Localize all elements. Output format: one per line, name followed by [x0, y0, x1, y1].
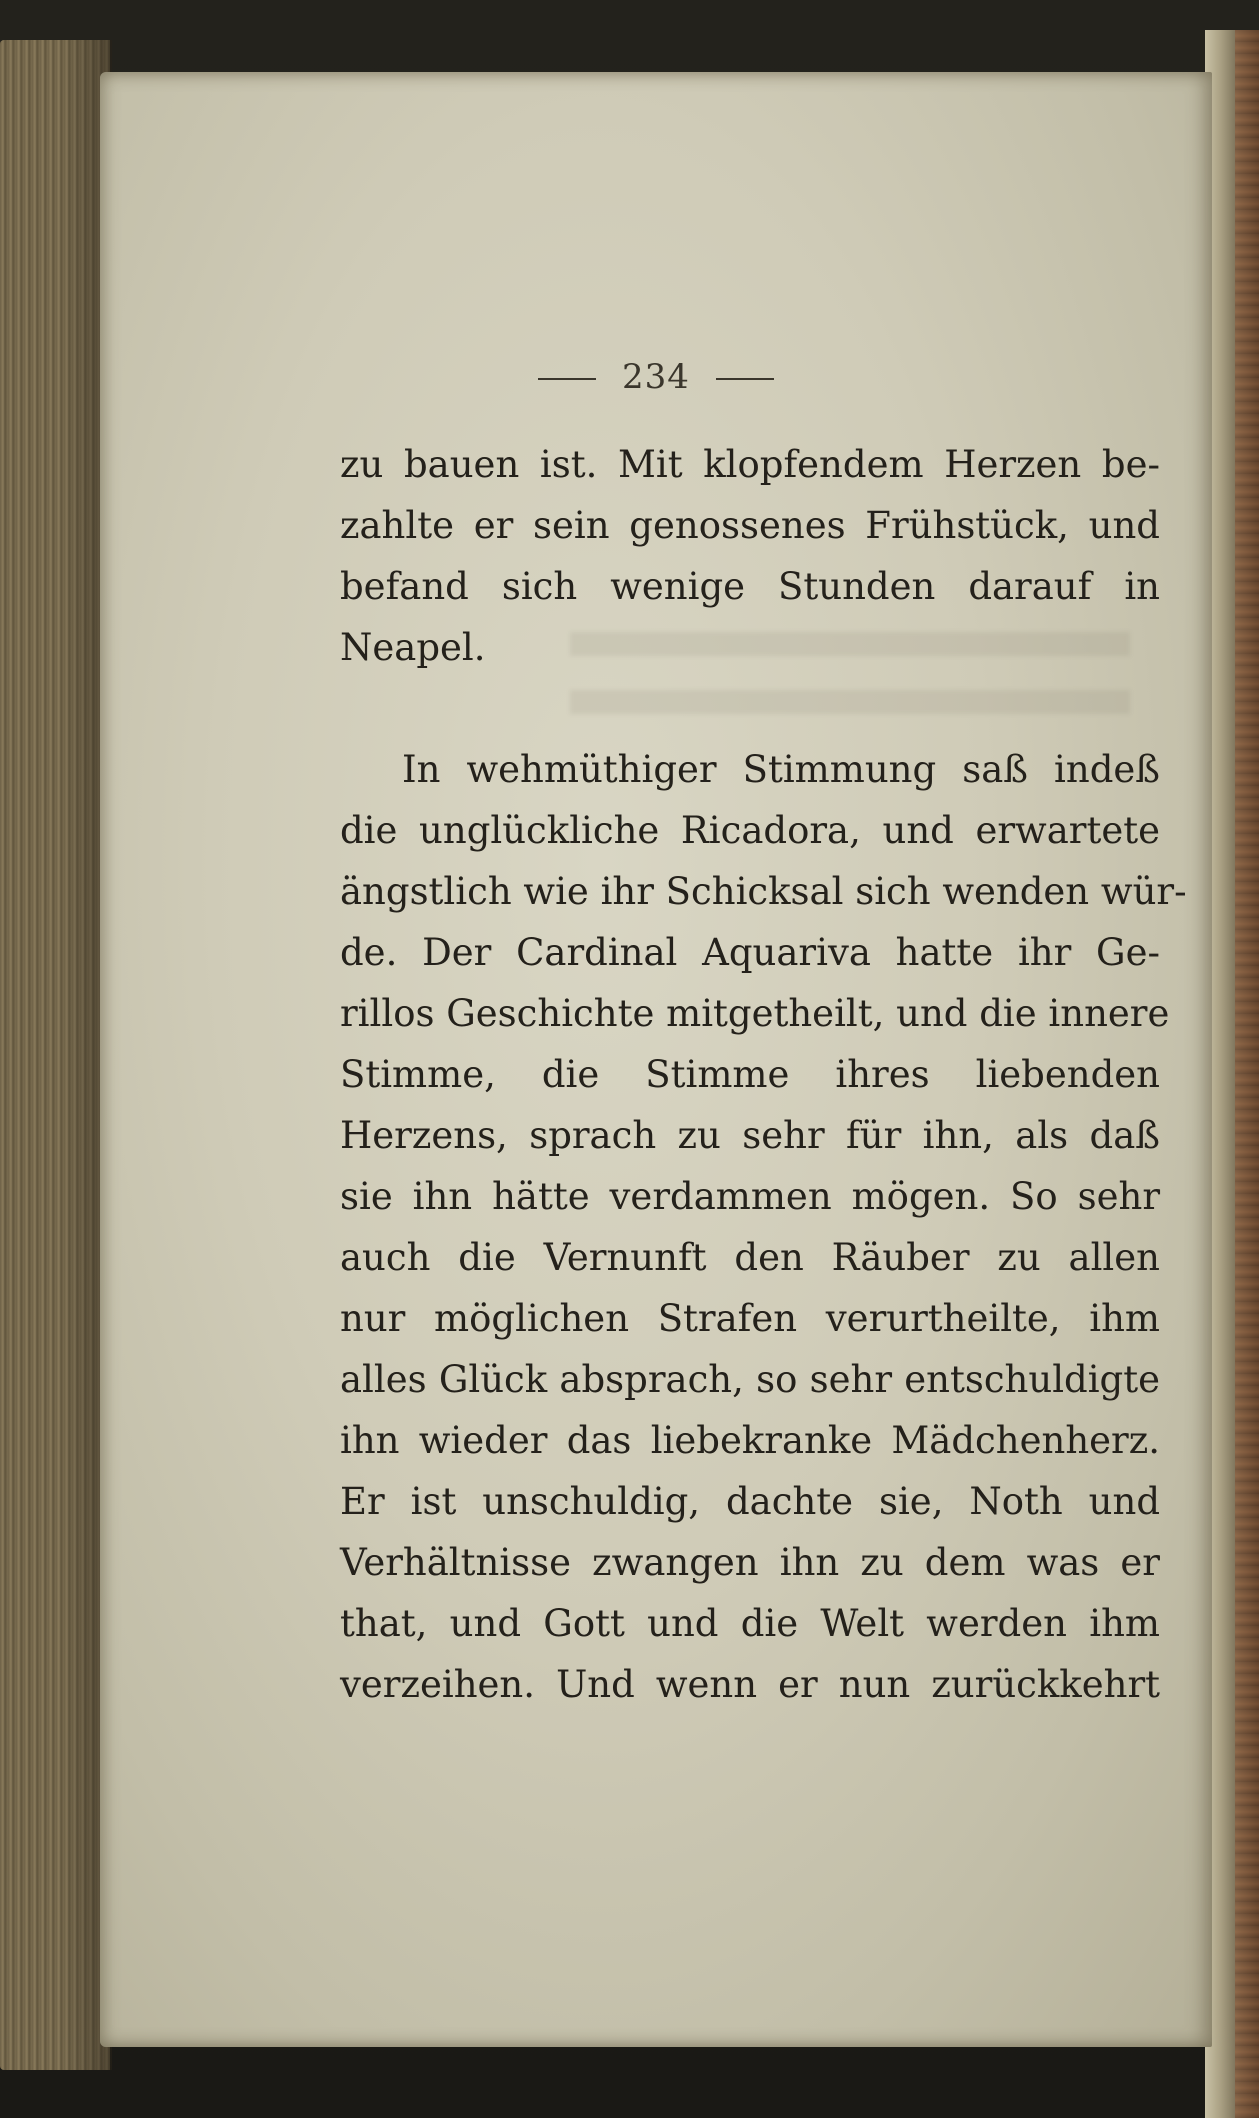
text-line: verzeihen. Und wenn er nun zurückkehrt — [340, 1663, 1160, 1706]
page-number: 234 — [622, 357, 690, 397]
page-header — [100, 357, 1212, 397]
text-line: ihn wieder das liebekranke Mädchenherz. — [340, 1419, 1160, 1462]
text-line: In wehmüthiger Stimmung saß indeß — [402, 748, 1160, 791]
binding-cord — [1235, 30, 1259, 2118]
text-line: rillos Geschichte mitgetheilt, und die innere — [340, 992, 1170, 1035]
header-dash-left — [538, 378, 596, 380]
text-line: alles Glück absprach, so sehr entschuldigte — [340, 1358, 1160, 1401]
body-text — [340, 434, 1187, 1715]
text-line: die unglückliche Ricadora, und erwartete — [340, 809, 1160, 852]
text-line: Neapel. — [340, 626, 486, 669]
paragraph-gap — [340, 678, 1160, 739]
text-line: sie ihn hätte verdammen mögen. So sehr — [340, 1175, 1160, 1218]
text-line: zahlte er sein genossenes Frühstück, und — [340, 504, 1160, 547]
text-line: befand sich wenige Stunden darauf in — [340, 565, 1160, 608]
text-line: auch die Vernunft den Räuber zu allen — [340, 1236, 1160, 1279]
text-line: Er ist unschuldig, dachte sie, Noth und — [340, 1480, 1160, 1523]
text-line: that, und Gott und die Welt werden ihm — [340, 1602, 1160, 1645]
text-line: zu bauen ist. Mit klopfendem Herzen be- — [340, 443, 1160, 486]
book-page — [100, 72, 1212, 2047]
text-line: ängstlich wie ihr Schicksal sich wenden wür- — [340, 870, 1187, 913]
text-line: Herzens, sprach zu sehr für ihn, als daß — [340, 1114, 1160, 1157]
text-line: de. Der Cardinal Aquariva hatte ihr Ge- — [340, 931, 1160, 974]
text-line: Stimme, die Stimme ihres liebenden — [340, 1053, 1160, 1096]
text-line: Verhältnisse zwangen ihn zu dem was er — [340, 1541, 1160, 1584]
header-dash-right — [716, 378, 774, 380]
text-line: nur möglichen Strafen verurtheilte, ihm — [340, 1297, 1160, 1340]
